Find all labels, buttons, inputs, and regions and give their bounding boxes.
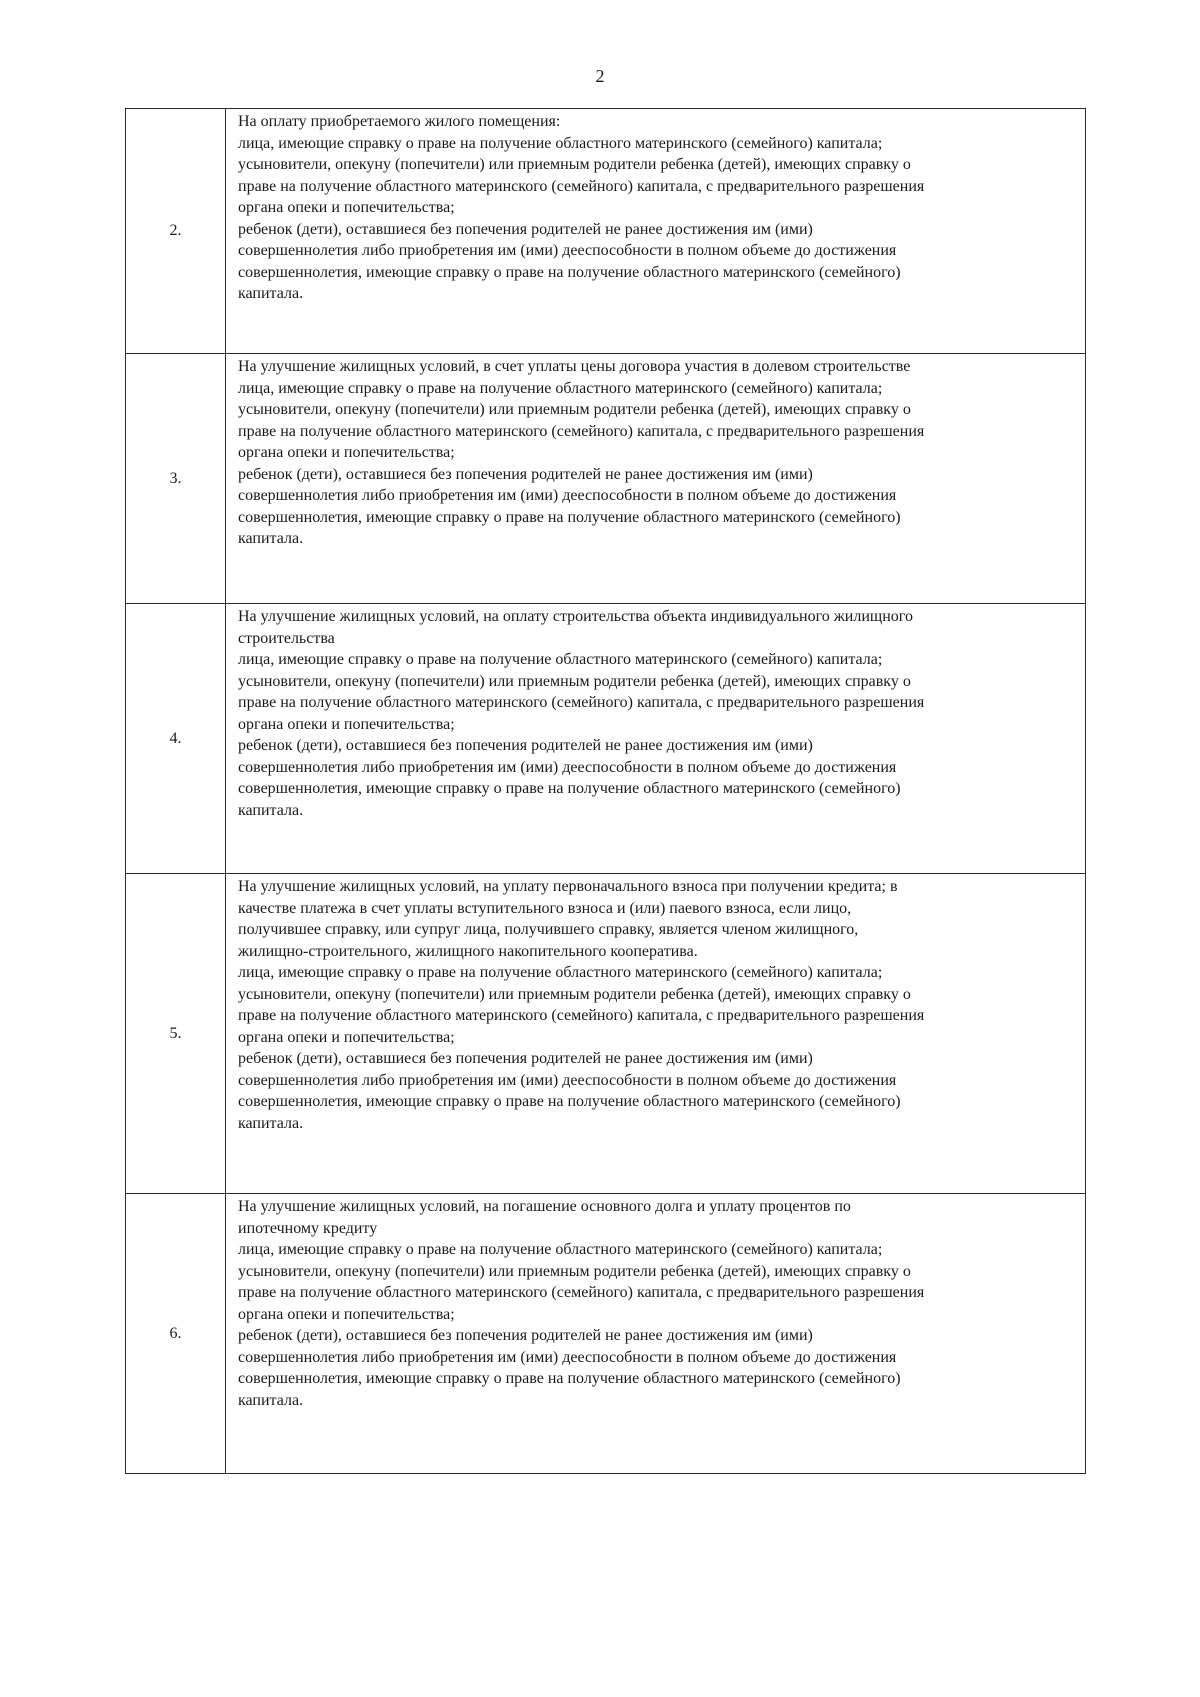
text-line: праве на получение областного материнского (семейного) капитала, с предварительного разрешения	[238, 1007, 925, 1024]
text-line: капитала.	[238, 530, 304, 547]
text-line: совершеннолетия либо приобретения им (ими) дееспособности в полном объеме до достижения	[238, 487, 897, 504]
text-line: капитала.	[238, 1391, 304, 1409]
text-line: качестве платежа в счет уплаты вступительного взноса и (или) паевого взноса, если лицо,	[238, 899, 852, 917]
text-line: усыновители, опекуну (попечители) или приемным родители ребенка (детей), имеющих справку о	[238, 985, 911, 1003]
row-number: 3.	[126, 354, 226, 604]
table-row	[126, 354, 1086, 604]
text-line: органа опеки и попечительства;	[238, 715, 455, 733]
text-line: органа опеки и попечительства;	[238, 1028, 455, 1046]
text-line: капитала.	[238, 1114, 304, 1132]
text-line: ипотечному кредиту	[238, 1219, 378, 1237]
row-text	[226, 874, 1086, 1194]
text-line: праве на получение областного материнского (семейного) капитала, с предварительного разрешения	[238, 694, 925, 711]
text-line: органа опеки и попечительства;	[238, 444, 455, 461]
text-line: органа опеки и попечительства;	[238, 1305, 455, 1323]
text-line: ребенок (дети), оставшиеся без попечения родителей не ранее достижения им (ими)	[238, 737, 813, 754]
text-line: совершеннолетия, имеющие справку о праве на получение областного материнского (семейного)	[238, 263, 901, 281]
document-table	[125, 108, 1086, 1474]
text-line: На оплату приобретаемого жилого помещения:	[238, 113, 561, 130]
row-number: 6.	[126, 1194, 226, 1474]
text-line: ребенок (дети), оставшиеся без попечения родителей не ранее достижения им (ими)	[238, 465, 813, 483]
row-text	[226, 1194, 1086, 1474]
text-line: строительства	[238, 629, 335, 647]
text-line: На улучшение жилищных условий, на оплату строительства объекта индивидуального жилищного	[238, 608, 913, 625]
text-line: совершеннолетия либо приобретения им (ими) дееспособности в полном объеме до достижения	[238, 1348, 897, 1366]
text-line: ребенок (дети), оставшиеся без попечения родителей не ранее достижения им (ими)	[238, 1050, 813, 1067]
text-line: усыновители, опекуну (попечители) или приемным родители ребенка (детей), имеющих справку о	[238, 156, 911, 173]
text-line: На улучшение жилищных условий, на погашение основного долга и уплату процентов по	[238, 1198, 851, 1215]
text-line: ребенок (дети), оставшиеся без попечения родителей не ранее достижения им (ими)	[238, 220, 813, 238]
text-line: органа опеки и попечительства;	[238, 199, 455, 216]
text-line: лица, имеющие справку о праве на получение областного материнского (семейного) капитала;	[238, 651, 883, 668]
row-text	[226, 109, 1086, 354]
text-line: совершеннолетия, имеющие справку о праве на получение областного материнского (семейного)	[238, 780, 901, 797]
page-number: 2	[595, 66, 605, 86]
text-line: На улучшение жилищных условий, на уплату первоначального взноса при получении кредита; в	[238, 878, 898, 895]
table-row	[126, 874, 1086, 1194]
text-line: усыновители, опекуну (попечители) или приемным родители ребенка (детей), имеющих справку о	[238, 672, 911, 690]
text-line: совершеннолетия, имеющие справку о праве на получение областного материнского (семейного)	[238, 508, 901, 526]
text-line: совершеннолетия либо приобретения им (ими) дееспособности в полном объеме до достижения	[238, 758, 897, 776]
text-line: жилищно-строительного, жилищного накопительного кооператива.	[238, 942, 698, 960]
text-line: На улучшение жилищных условий, в счет уплаты цены договора участия в долевом строительстве	[238, 358, 911, 375]
row-number: 5.	[126, 874, 226, 1194]
text-line: праве на получение областного материнского (семейного) капитала, с предварительного разрешения	[238, 422, 925, 440]
text-line: совершеннолетия либо приобретения им (ими) дееспособности в полном объеме до достижения	[238, 242, 897, 259]
row-number: 2.	[126, 109, 226, 354]
table-row	[126, 604, 1086, 874]
text-line: праве на получение областного материнского (семейного) капитала, с предварительного разрешения	[238, 177, 925, 195]
text-line: совершеннолетия либо приобретения им (ими) дееспособности в полном объеме до достижения	[238, 1071, 897, 1089]
text-line: лица, имеющие справку о праве на получение областного материнского (семейного) капитала;	[238, 379, 883, 397]
text-line: совершеннолетия, имеющие справку о праве на получение областного материнского (семейного)	[238, 1370, 901, 1387]
text-line: ребенок (дети), оставшиеся без попечения родителей не ранее достижения им (ими)	[238, 1327, 813, 1344]
text-line: усыновители, опекуну (попечители) или приемным родители ребенка (детей), имеющих справку о	[238, 1262, 911, 1280]
row-number: 4.	[126, 604, 226, 874]
row-text	[226, 354, 1086, 604]
text-line: усыновители, опекуну (попечители) или приемным родители ребенка (детей), имеющих справку о	[238, 401, 911, 418]
text-line: капитала.	[238, 285, 304, 302]
text-line: лица, имеющие справку о праве на получение областного материнского (семейного) капитала;	[238, 134, 883, 152]
text-line: получившее справку, или супруг лица, получившего справку, является членом жилищного,	[238, 921, 859, 938]
text-line: капитала.	[238, 801, 304, 819]
text-line: лица, имеющие справку о праве на получение областного материнского (семейного) капитала;	[238, 1241, 883, 1258]
text-line: праве на получение областного материнского (семейного) капитала, с предварительного разрешения	[238, 1284, 925, 1301]
table-row	[126, 109, 1086, 354]
row-text	[226, 604, 1086, 874]
table-row	[126, 1194, 1086, 1474]
text-line: лица, имеющие справку о праве на получение областного материнского (семейного) капитала;	[238, 964, 883, 981]
text-line: совершеннолетия, имеющие справку о праве на получение областного материнского (семейного)	[238, 1093, 901, 1110]
